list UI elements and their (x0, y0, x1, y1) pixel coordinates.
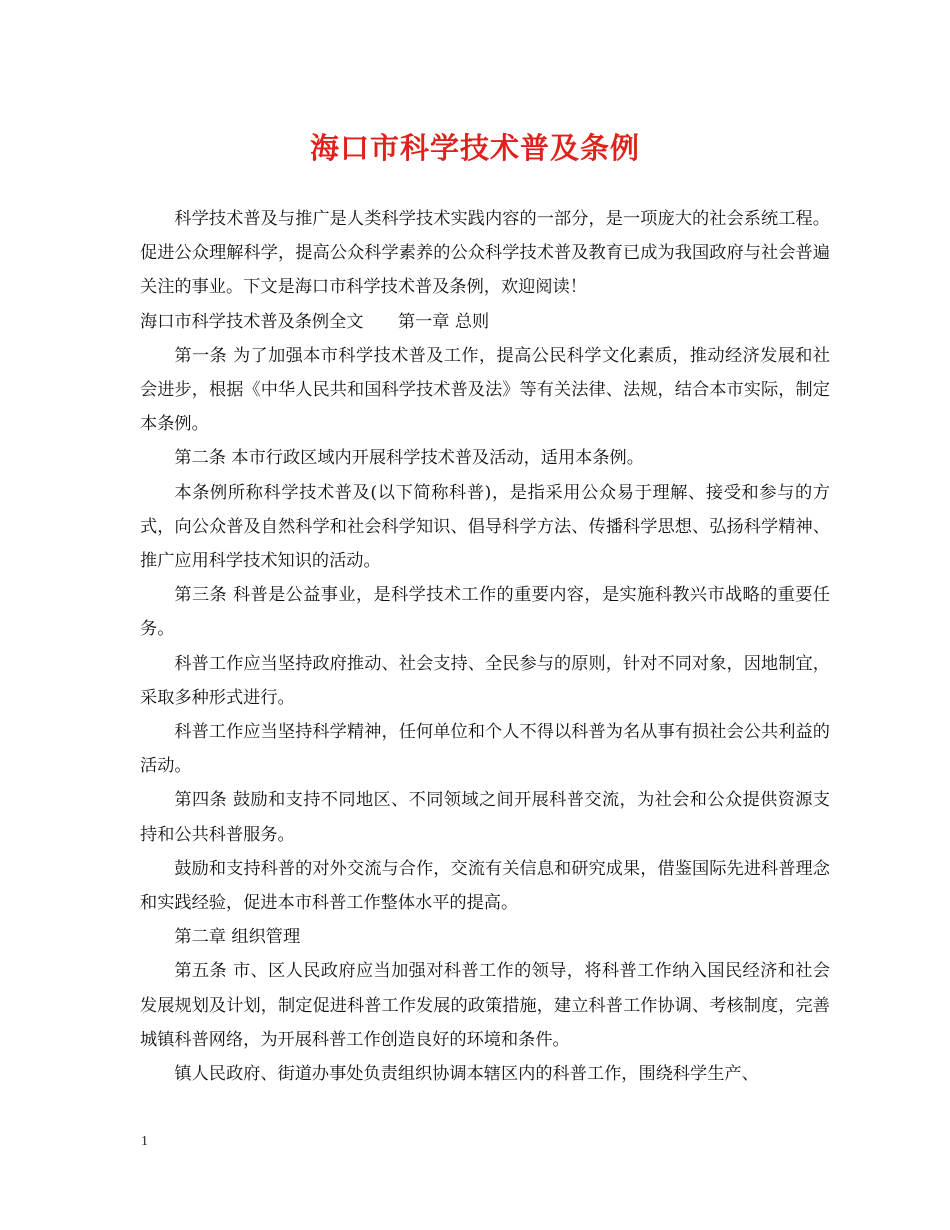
paragraph-chapter-two-heading: 第二章 组织管理 (174, 927, 301, 948)
paragraph-article-3: 第三条 科普是公益事业，是科学技术工作的重要内容，是实施科教兴市战略的重要任务。 (140, 585, 830, 640)
paragraph-article-4: 第四条 鼓励和支持不同地区、不同领域之间开展科普交流，为社会和公众提供资源支持和公共科普服务。 (140, 790, 830, 845)
paragraph-article-3-principles: 科普工作应当坚持政府推动、社会支持、全民参与的原则，针对不同对象，因地制宜，采取多种形式进行。 (140, 653, 830, 708)
paragraph-article-2-definition: 本条例所称科学技术普及(以下简称科普)，是指采用公众易于理解、接受和参与的方式，向公众普及自然科学和社会科学知识、倡导科学方法、传播科学思想、弘扬科学精神、推广应用科学技术知识的活动。 (140, 482, 830, 572)
paragraph-article-4-international: 鼓励和支持科普的对外交流与合作，交流有关信息和研究成果，借鉴国际先进科普理念和实践经验，促进本市科普工作整体水平的提高。 (140, 858, 830, 914)
paragraph-article-5-towns: 镇人民政府、街道办事处负责组织协调本辖区内的科普工作，围绕科学生产、 (174, 1064, 759, 1085)
document-title: 海口市科学技术普及条例 (309, 131, 640, 165)
paragraph-article-3-spirit: 科普工作应当坚持科学精神，任何单位和个人不得以科普为名从事有损社会公共利益的活动。 (140, 722, 830, 777)
document-body (140, 202, 830, 1091)
page-number: 1 (141, 1134, 148, 1149)
paragraph-chapter-one-heading: 海口市科学技术普及条例全文 第一章 总则 (140, 311, 490, 332)
paragraph-article-1: 第一条 为了加强本市科学技术普及工作，提高公民科学文化素质，推动经济发展和社会进步，根据《中华人民共和国科学技术普及法》等有关法律、法规，结合本市实际，制定本条例。 (140, 345, 830, 435)
paragraph-intro: 科学技术普及与推广是人类科学技术实践内容的一部分，是一项庞大的社会系统工程。促进公众理解科学，提高公众科学素养的公众科学技术普及教育已成为我国政府与社会普遍关注的事业。下文是海口市科学技术普及条例，欢迎阅读！ (140, 209, 830, 298)
paragraph-article-2: 第二条 本市行政区域内开展科学技术普及活动，适用本条例。 (174, 448, 644, 469)
paragraph-article-5: 第五条 市、区人民政府应当加强对科普工作的领导，将科普工作纳入国民经济和社会发展规划及计划，制定促进科普工作发展的政策措施，建立科普工作协调、考核制度，完善城镇科普网络，为开展科普工作创造良好的环境和条件。 (140, 961, 830, 1050)
